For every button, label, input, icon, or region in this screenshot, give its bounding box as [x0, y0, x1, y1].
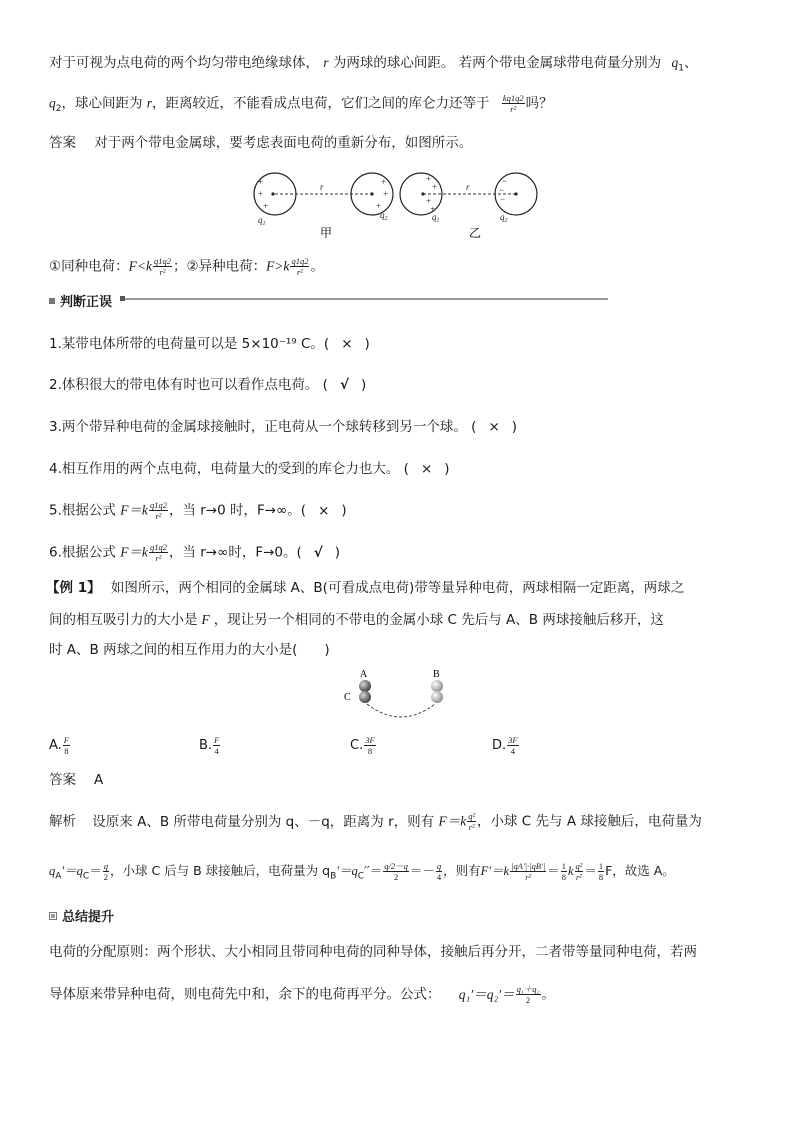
fraction: $\frac{q1q2}{\text{r²}}$ [153, 256, 171, 277]
fraction: $\frac{|qA'|\cdot|qB'|}{\text{r²}}$ [511, 861, 546, 882]
fraction: $\frac{F}{4}$ [214, 735, 220, 756]
judge-item-3: 3.两个带异种电荷的金属球接触时，正电荷从一个球转移到另一个球。 ( × ) [49, 419, 518, 435]
section-summary-header [49, 906, 114, 925]
result-line [49, 256, 324, 277]
plus-sign: + [376, 201, 382, 211]
analysis-line-2: $q_A'=q_C=$ $\frac{q}{2}$ ，小球 C 后与 B 球接触后，电荷量为 $q_B'=q_C''=$ $\frac{q/2-q}{2}$ ＝－ $\frac{q}{4}$ ，则有F′＝k $\frac{|qA'|\cdot|qB'|}{\text{r²}}$ ＝ $\frac{1}{8}$ k $\frac{\text{q²}}{\text{r²}}$ ＝ $\frac{1}{8}$ F，故选 A。 [49, 861, 675, 882]
label-q1: $q_1$ [258, 215, 266, 227]
fraction: $\frac{q1q2}{\text{r²}}$ [291, 256, 309, 277]
fraction: $\frac{1}{8}$ [598, 861, 604, 882]
plus-sign: + [383, 189, 389, 199]
subscript: 2 [55, 104, 62, 115]
judge-item-2: 2.体积很大的带电体有时也可以看作点电荷。 ( √ ) [49, 377, 367, 393]
answer-mark: × [488, 419, 500, 435]
label-b: B [433, 669, 440, 680]
intro-text: 为两球的球心间距。 若两个带电金属球带电荷量分别为 [332, 55, 662, 71]
label-r: r [466, 182, 470, 192]
var-r: r [323, 55, 329, 70]
minus-sign: − [499, 185, 505, 195]
plus-sign: + [430, 204, 436, 214]
example-line-1: 【例 1】 如图所示，两个相同的金属球 A、B(可看成点电荷)带等量异种电荷，两球相隔一定距离，两球之 [46, 580, 685, 596]
example-line-2: 间的相互吸引力的大小是 F ，现让另一个相同的不带电的金属小球 C 先后与 A、B 两球接触后移开，这 [49, 612, 664, 628]
ball-c-ghost [431, 691, 443, 703]
intro-text: 对于可视为点电荷的两个均匀带电绝缘球体， [49, 55, 319, 71]
answer-text: 对于两个带电金属球，要考虑表面电荷的重新分布，如图所示。 [94, 135, 473, 151]
ball-b [431, 680, 443, 692]
formula: F＝k [120, 544, 148, 560]
fraction: $\frac{\text{q²}}{\text{r²}}$ [575, 861, 583, 882]
answer-mark: × [341, 336, 353, 352]
analysis-line-1: 解析 设原来 A、B 所带电荷量分别为 q、－q，距离为 r，则有 F＝k $\frac{\text{q²}}{\text{r²}}$ ，小球 C 先与 A 球接触后，电荷量为 [49, 811, 702, 832]
var-q1: q [671, 55, 679, 70]
label-r: r [320, 182, 324, 192]
result-text: ；②异种电荷： [172, 258, 267, 275]
caption-jia: 甲 [320, 226, 333, 240]
fraction: $\frac{F}{8}$ [63, 735, 69, 756]
example-tag: 【例 1】 [46, 580, 101, 596]
option-d[interactable]: D. $\frac{3F}{4}$ [492, 735, 518, 756]
answer-label: 答案 [49, 135, 76, 151]
section-title: 判断正误 [60, 295, 113, 310]
punct: 。 [310, 258, 324, 275]
answer-value: A [94, 772, 104, 788]
result-text: ①同种电荷： [49, 258, 129, 275]
ball-a [359, 680, 371, 692]
label-q1: $q_1$ [432, 212, 440, 224]
fraction: $\frac{q}{4}$ [436, 861, 442, 882]
answer-mark: √ [339, 377, 349, 393]
plus-sign: + [263, 201, 269, 211]
section-title: 总结提升 [62, 910, 115, 925]
inequality: F<k [128, 258, 152, 274]
summary-line-1: 电荷的分配原则：两个形状、大小相同且带同种电荷的同种导体，接触后再分开，二者带等量同种电荷，若两 [49, 944, 697, 960]
subscript: 1 [678, 63, 684, 74]
coulomb-fraction: $\frac{kq1q2}{\text{r²}}$ [502, 93, 524, 114]
fraction: $\frac{q1q2}{\text{r²}}$ [149, 542, 167, 563]
intro-text: ，距离较近，不能看成点电荷，它们之间的库仑力还等于 [152, 95, 490, 112]
intro-line-1 [49, 54, 697, 78]
label-a: A [360, 669, 368, 680]
punct: 、 [683, 55, 698, 71]
judge-item-5: 5.根据公式 F＝k $\frac{q1q2}{\text{r²}}$ ，当 r→0 时，F→∞。( × ) [49, 500, 347, 521]
fraction: $\frac{3F}{4}$ [508, 735, 518, 756]
plus-sign: + [432, 182, 438, 192]
charge-distribution-figure [248, 168, 548, 240]
judge-item-1: 1.某带电体所带的电荷量可以是 5×10⁻¹⁹ C。( × ) [49, 336, 370, 352]
answer-label: 答案 [49, 772, 76, 788]
intro-text: 吗？ [525, 95, 553, 112]
fraction: $\frac{q}{2}$ [103, 861, 108, 882]
section-judge-header [49, 291, 112, 310]
square-bullet-icon [49, 912, 57, 920]
ball-c [359, 691, 371, 703]
fraction: $\frac{3F}{8}$ [365, 735, 375, 756]
formula: F＝k [120, 502, 148, 518]
fraction: $\frac{1}{8}$ [561, 861, 566, 882]
label-q2: $q_2$ [500, 212, 508, 224]
analysis-label: 解析 [49, 813, 76, 830]
option-c[interactable]: C. $\frac{3F}{8}$ [350, 735, 375, 756]
summary-line-2: 导体原来带异种电荷，则电荷先中和，余下的电荷再平分。公式： q₁′＝q₂′＝ $\frac{\text{q₁＋q₂}}{2}$ 。 [49, 984, 556, 1005]
judge-item-4: 4.相互作用的两个点电荷，电荷量大的受到的库仑力也大。 ( × ) [49, 461, 450, 477]
answer-mark: √ [313, 544, 323, 561]
answer-mark: × [420, 461, 433, 477]
section-divider [124, 298, 608, 300]
metal-balls-figure [340, 666, 455, 720]
intro-line-2 [49, 93, 553, 118]
fraction: $\frac{\text{q₁＋q₂}}{2}$ [516, 984, 540, 1005]
option-a[interactable]: A. $\frac{F}{8}$ [49, 735, 69, 756]
answer-2 [49, 771, 103, 789]
plus-sign: + [258, 189, 264, 199]
option-b[interactable]: B. $\frac{F}{4}$ [199, 735, 220, 756]
square-bullet-icon [49, 298, 55, 304]
answer-mark: × [318, 502, 330, 519]
answer-1 [49, 134, 472, 152]
judge-item-6: 6.根据公式 F＝k $\frac{q1q2}{\text{r²}}$ ，当 r→∞时，F→0。( √ ) [49, 542, 341, 563]
intro-text: ，球心间距为 [61, 95, 143, 112]
var-r: r [146, 95, 153, 111]
plus-sign: + [381, 177, 387, 187]
path-arc [367, 704, 435, 717]
inequality: F>k [266, 258, 290, 274]
label-c: C [344, 692, 351, 703]
plus-sign: + [258, 177, 264, 187]
plus-sign: + [426, 174, 432, 184]
plus-sign: + [426, 196, 432, 206]
fraction: $\frac{\text{q²}}{\text{r²}}$ [468, 811, 476, 832]
fraction: $\frac{q1q2}{\text{r²}}$ [149, 500, 167, 521]
example-line-3: 时 A、B 两球之间的相互作用力的大小是( ) [49, 642, 330, 658]
fraction: $\frac{q/2-q}{2}$ [384, 861, 408, 882]
label-q2: $q_2$ [380, 210, 388, 222]
var-q2: q [49, 95, 56, 111]
minus-sign: − [500, 194, 506, 204]
minus-sign: − [502, 176, 508, 186]
caption-yi: 乙 [469, 226, 482, 240]
